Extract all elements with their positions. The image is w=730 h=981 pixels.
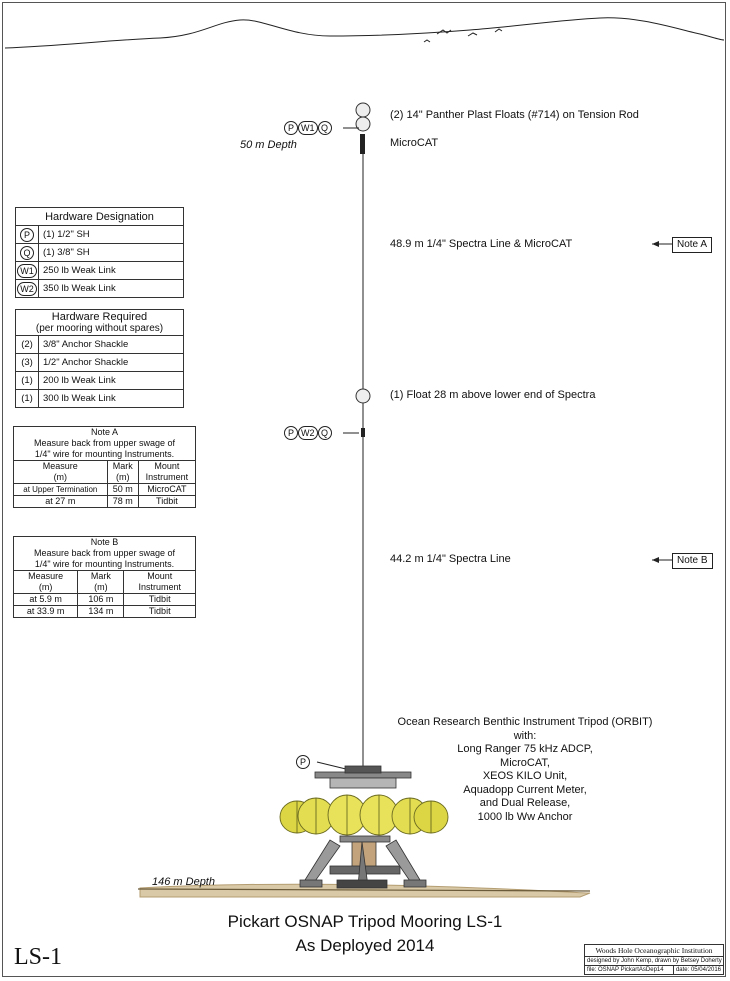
table-cell: 78 m xyxy=(107,496,138,508)
sea-surface xyxy=(5,18,724,48)
table-row xyxy=(16,390,184,408)
note-column-header xyxy=(14,461,196,484)
orbit-line: and Dual Release, xyxy=(479,797,571,809)
table-cell: Tidbit xyxy=(124,594,196,606)
table-cell: (1) 1/2" SH xyxy=(39,226,184,244)
table-row xyxy=(16,262,184,280)
note-a-arrowhead xyxy=(652,241,659,247)
table-cell: (2) xyxy=(16,336,39,354)
table-row xyxy=(14,606,196,618)
table-cell: 106 m xyxy=(78,594,124,606)
table-row xyxy=(14,496,196,508)
col-header: Mark xyxy=(112,461,133,471)
col-header-unit: (m) xyxy=(94,582,108,592)
note-desc: Measure back from upper swage of xyxy=(33,438,176,448)
table-cell: Tidbit xyxy=(138,496,195,508)
orbit-line: Ocean Research Benthic Instrument Tripod (ORBIT) xyxy=(397,716,653,728)
table-cell: 200 lb Weak Link xyxy=(39,372,184,390)
col-header-unit: (m) xyxy=(53,472,68,482)
col-header-unit: Instrument xyxy=(138,582,181,592)
col-header-unit: (m) xyxy=(115,472,130,482)
symbol-q: Q xyxy=(318,121,332,135)
table-row xyxy=(16,244,184,262)
bottom-hardware xyxy=(296,755,310,769)
title-block-file: file: OSNAP PickartAsDep14 xyxy=(585,966,674,974)
lower-line-label: 44.2 m 1/4" Spectra Line xyxy=(390,553,511,565)
table-cell: 3/8" Anchor Shackle xyxy=(39,336,184,354)
title-block xyxy=(584,944,724,975)
note-desc: 1/4" wire for mounting Instruments. xyxy=(34,559,175,569)
table-cell: (3) xyxy=(16,354,39,372)
note-b-arrowhead xyxy=(652,557,659,563)
table-cell: (1) xyxy=(16,372,39,390)
symbol-w2: W2 xyxy=(298,426,318,440)
bird-icon xyxy=(424,40,430,42)
note-a-table xyxy=(13,426,196,508)
note-desc: 1/4" wire for mounting Instruments. xyxy=(34,449,175,459)
table-row xyxy=(16,226,184,244)
col-header: Mount xyxy=(154,461,180,471)
note-header xyxy=(14,427,196,461)
float-icon xyxy=(356,117,370,131)
orbit-line: Aquadopp Current Meter, xyxy=(463,783,587,796)
bird-icon xyxy=(495,29,502,32)
note-column-header xyxy=(14,571,196,594)
symbol-p: P xyxy=(284,426,298,440)
table-row xyxy=(14,594,196,606)
title-block-date: date: 05/04/2016 xyxy=(675,967,721,973)
orbit-line: 1000 lb Ww Anchor xyxy=(477,810,573,823)
col-header-unit: Instrument xyxy=(145,472,189,482)
orbit-line: MicroCAT, xyxy=(500,756,550,769)
col-header: Mount xyxy=(147,571,173,581)
table-cell: 250 lb Weak Link xyxy=(39,262,184,280)
corner-label: LS-1 xyxy=(14,944,62,970)
note-desc: Measure back from upper swage of xyxy=(33,548,176,558)
orbit-line: XEOS KILO Unit, xyxy=(482,770,568,782)
note-title: Note B xyxy=(90,537,119,547)
orbit-line: Long Ranger 75 kHz ADCP, xyxy=(457,743,593,755)
symbol-w2: W2 xyxy=(17,282,37,296)
mid-hardware-chain xyxy=(284,426,332,440)
note-header xyxy=(14,537,196,571)
bottom-depth-label: 146 m Depth xyxy=(152,876,215,888)
microcat-icon xyxy=(360,134,365,154)
symbol-q: Q xyxy=(20,246,34,260)
symbol-w1: W1 xyxy=(17,264,37,278)
note-b-table xyxy=(13,536,196,618)
table-cell: at 27 m xyxy=(14,496,108,508)
col-header-unit: (m) xyxy=(38,582,53,592)
upper-line-label: 48.9 m 1/4" Spectra Line & MicroCAT xyxy=(390,238,573,250)
title-block-designed: designed by John Kemp, drawn by Betsey Doherty xyxy=(587,958,722,964)
table-cell: 1/2" Anchor Shackle xyxy=(39,354,184,372)
drawing-subtitle: As Deployed 2014 xyxy=(295,936,435,955)
top-hardware-chain xyxy=(284,121,332,135)
orbit-description xyxy=(380,716,670,824)
table-row xyxy=(16,354,184,372)
mid-float-label: (1) Float 28 m above lower end of Spectra xyxy=(390,389,596,401)
table-row xyxy=(14,484,196,496)
title-block-org: Woods Hole Oceanographic Institution xyxy=(585,945,723,957)
table-cell: at 5.9 m xyxy=(14,594,78,606)
symbol-p: P xyxy=(284,121,298,135)
table-title-line: Hardware Required xyxy=(51,311,148,323)
drawing-title: Pickart OSNAP Tripod Mooring LS-1 xyxy=(227,912,503,931)
title-block-file-row xyxy=(585,966,723,974)
table-row xyxy=(16,336,184,354)
table-cell: 50 m xyxy=(107,484,138,496)
float-icon xyxy=(356,103,370,117)
table-cell: 350 lb Weak Link xyxy=(39,280,184,298)
col-header: Measure xyxy=(28,571,64,581)
bird-icon xyxy=(468,33,477,36)
note-title: Note A xyxy=(90,427,119,437)
table-cell: 134 m xyxy=(78,606,124,618)
table-title: Hardware Designation xyxy=(16,208,184,226)
top-depth-label: 50 m Depth xyxy=(240,139,297,151)
table-row xyxy=(16,280,184,298)
table-cell: MicroCAT xyxy=(138,484,195,496)
note-b-tag: Note B xyxy=(672,553,713,569)
hardware-required-table xyxy=(15,309,184,408)
table-cell: (1) 3/8" SH xyxy=(39,244,184,262)
table-cell: Tidbit xyxy=(124,606,196,618)
table-title xyxy=(16,310,184,336)
float-icon xyxy=(356,389,370,403)
col-header: Mark xyxy=(90,571,111,581)
symbol-q: Q xyxy=(318,426,332,440)
col-header: Measure xyxy=(42,461,78,471)
symbol-p: P xyxy=(296,755,310,769)
symbol-p: P xyxy=(20,228,34,242)
orbit-line: with: xyxy=(513,729,537,742)
symbol-w1: W1 xyxy=(298,121,318,135)
top-instrument-label: MicroCAT xyxy=(390,137,439,149)
table-cell: at Upper Termination xyxy=(14,484,108,496)
table-cell: at 33.9 m xyxy=(14,606,78,618)
note-a-tag: Note A xyxy=(672,237,712,253)
weak-link-icon xyxy=(361,428,365,437)
top-float-label: (2) 14" Panther Plast Floats (#714) on Tension Rod xyxy=(390,109,639,121)
table-row xyxy=(16,372,184,390)
hardware-designation-table xyxy=(15,207,184,298)
table-cell: 300 lb Weak Link xyxy=(39,390,184,408)
table-cell: (1) xyxy=(16,390,39,408)
table-subtitle: (per mooring without spares) xyxy=(35,323,164,334)
